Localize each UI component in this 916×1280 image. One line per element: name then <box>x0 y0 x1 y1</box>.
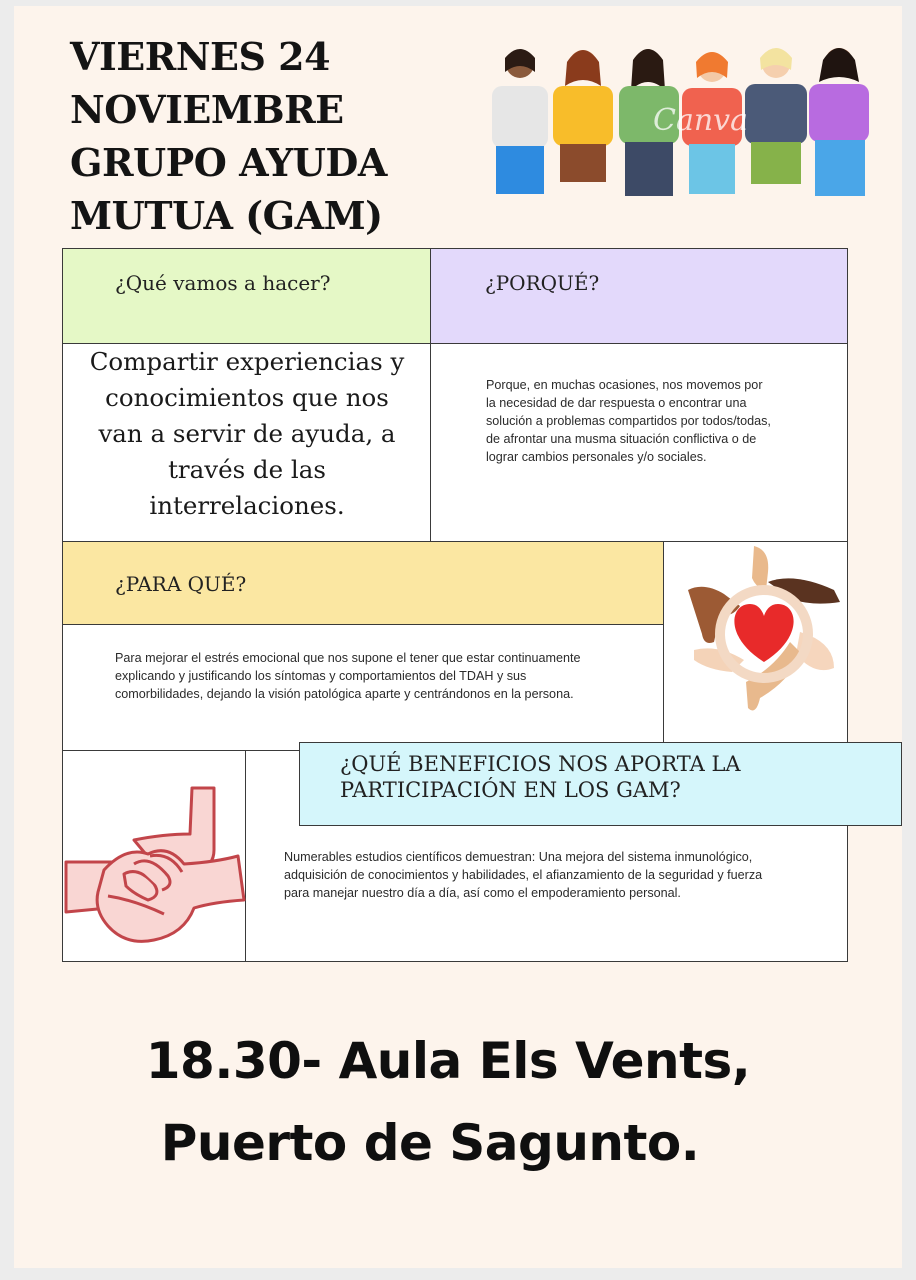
porque-header <box>430 248 848 345</box>
text-line: para manejar nuestro día a día, así como el empoderamiento personal. <box>284 886 681 900</box>
que-hacer-body <box>62 343 432 542</box>
que-hacer-heading: ¿Qué vamos a hacer? <box>115 271 331 295</box>
text-line: través de las <box>168 455 326 484</box>
beneficios-text <box>284 848 839 902</box>
text-line: explicando y justificando los síntomas y comportamientos del TDAH y sus <box>115 669 527 683</box>
text-line: Compartir experiencias y <box>89 347 405 376</box>
title-line: VIERNES 24 <box>70 34 331 79</box>
para-que-heading: ¿PARA QUÉ? <box>115 572 247 596</box>
title-line: GRUPO AYUDA <box>70 140 387 185</box>
text-line: la necesidad de dar respuesta o encontrar una <box>486 396 747 410</box>
group-of-women-icon <box>483 38 873 200</box>
text-line: interrelaciones. <box>149 491 345 520</box>
text-line: Para mejorar el estrés emocional que nos supone el tener que estar continuamente <box>115 651 581 665</box>
text-line: comorbilidades, dejando la visión patológica aparte y centrándonos en la persona. <box>115 687 574 701</box>
poster-title <box>70 30 387 242</box>
text-line: van a servir de ayuda, a <box>98 419 396 448</box>
beneficios-heading <box>340 751 741 803</box>
heart-in-hands-icon <box>684 542 844 718</box>
event-location-line: 18.30- Aula Els Vents, <box>145 1032 751 1090</box>
para-que-header <box>62 541 665 626</box>
que-hacer-text <box>63 344 431 524</box>
text-line: solución a problemas compartidos por todos/todas, <box>486 414 771 428</box>
event-location-line: Puerto de Sagunto. <box>160 1114 700 1172</box>
heading-line: PARTICIPACIÓN EN LOS GAM? <box>340 778 681 802</box>
text-line: conocimientos que nos <box>105 383 389 412</box>
porque-body <box>430 343 848 542</box>
text-line: adquisición de conocimientos y habilidades, el afianzamiento de la seguridad y fuerza <box>284 868 763 882</box>
title-line: NOVIEMBRE <box>70 87 344 132</box>
title-line: MUTUA (GAM) <box>70 193 383 238</box>
para-que-body <box>62 624 665 752</box>
para-que-text <box>115 649 660 703</box>
text-line: de afrontar una musma situación conflictiva o de <box>486 432 757 446</box>
beneficios-header <box>299 742 902 826</box>
text-line: Porque, en muchas ocasiones, nos movemos por <box>486 378 763 392</box>
holding-hands-icon <box>64 784 246 950</box>
heading-line: ¿QUÉ BENEFICIOS NOS APORTA LA <box>340 752 741 776</box>
porque-text <box>486 376 846 466</box>
porque-heading: ¿PORQUÉ? <box>485 271 600 295</box>
que-hacer-header <box>62 248 432 345</box>
canva-watermark: Canva <box>653 103 748 138</box>
text-line: Numerables estudios científicos demuestran: Una mejora del sistema inmunológico, <box>284 850 753 864</box>
text-line: lograr cambios personales y/o sociales. <box>486 450 707 464</box>
